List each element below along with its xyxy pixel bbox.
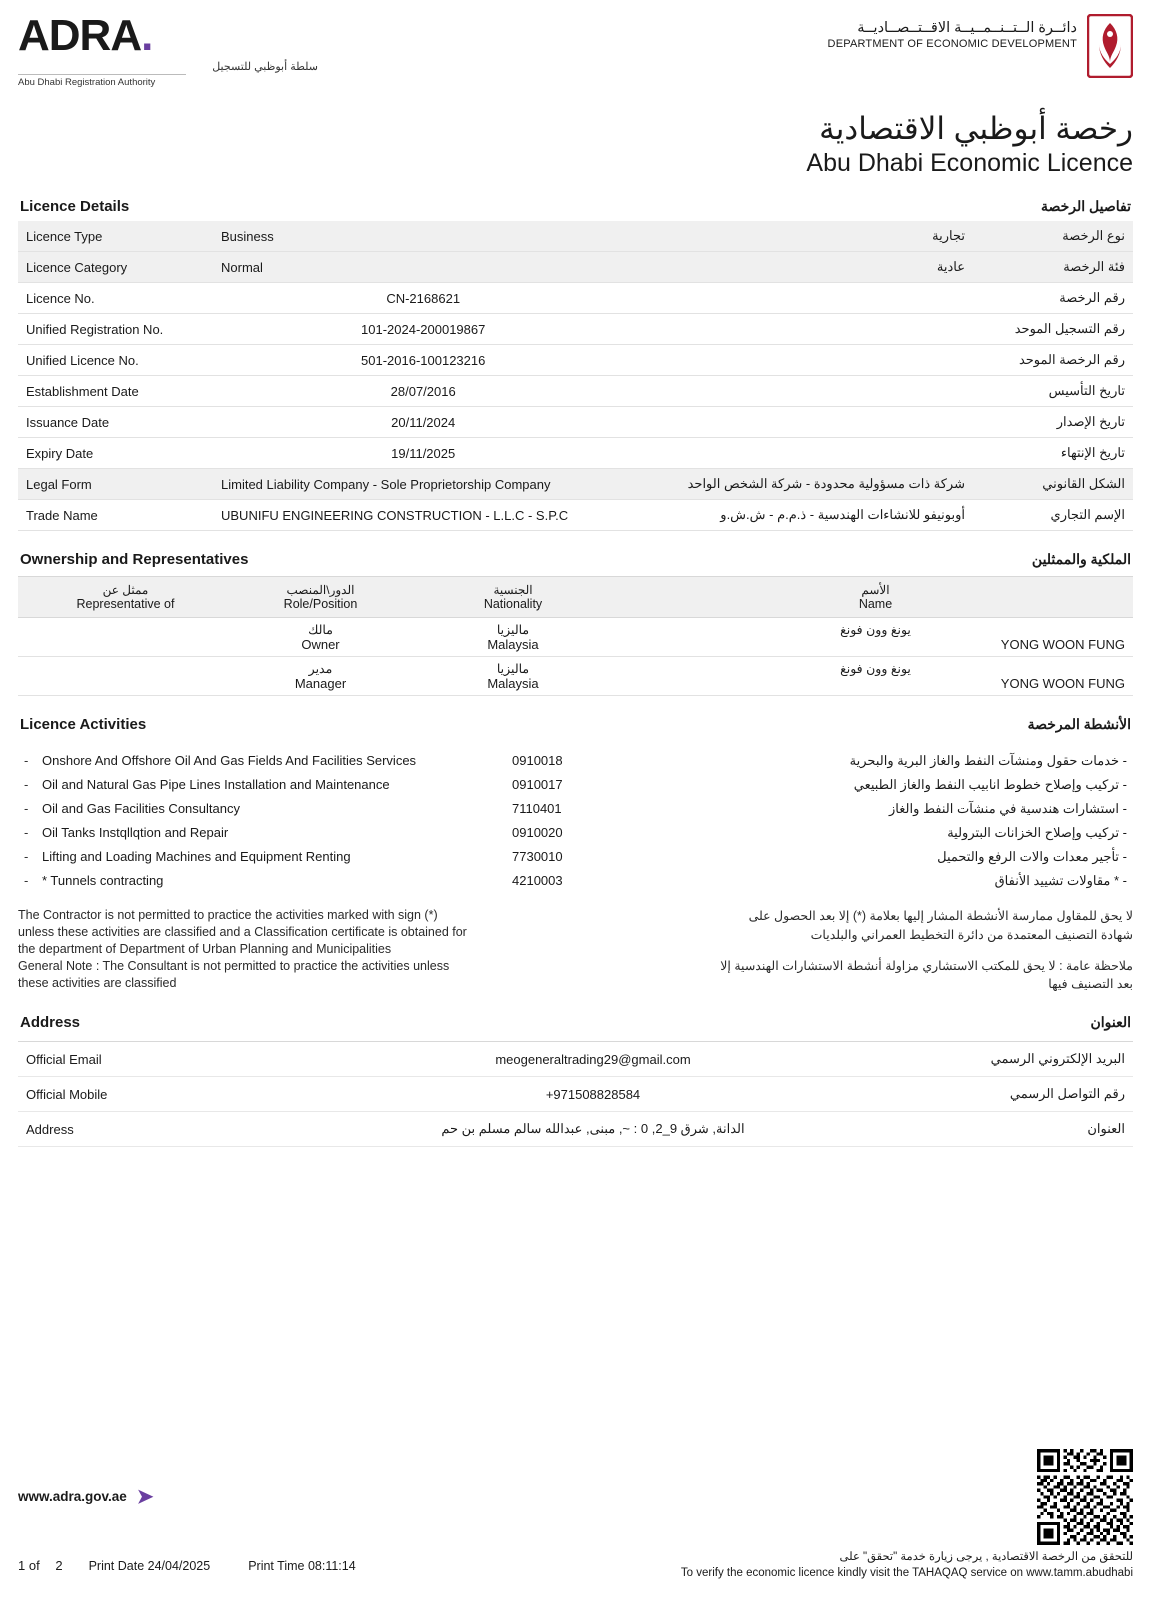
row-label-en: Address (26, 1121, 74, 1137)
column-nationality (408, 577, 618, 618)
cell-value-ar: ماليزيا (496, 623, 530, 638)
bullet-dash: - (24, 849, 29, 865)
row-value-en: 501-2016-100123216 (361, 352, 486, 368)
row-label-ar: البريد الإلكتروني الرسمي (990, 1051, 1125, 1067)
table-row (18, 345, 1133, 376)
cell-representative-of (18, 657, 233, 696)
row-label-en: Issuance Date (26, 414, 110, 430)
qr-code (1037, 1449, 1133, 1545)
adra-logo-english: Abu Dhabi Registration Authority (18, 74, 186, 88)
activity-name-en: Oil and Gas Facilities Consultancy (42, 801, 240, 817)
row-label-en: Expiry Date (26, 445, 94, 461)
cell-value-ar: ماليزيا (496, 662, 530, 677)
activity-name-ar: - تركيب وإصلاح خطوط انابيب النفط والغاز الطبيعي (853, 777, 1127, 793)
row-label-en: Licence Type (18, 221, 213, 252)
table-row (18, 469, 1133, 500)
table-row (18, 283, 1133, 314)
list-item (18, 869, 1133, 893)
cell-name (618, 618, 1133, 657)
ded-text (828, 14, 1077, 50)
row-label-en: Licence No. (26, 290, 95, 306)
table-row (18, 657, 1133, 696)
page-title (18, 110, 1133, 178)
row-label-ar: رقم الرخصة الموحد (1018, 352, 1125, 368)
column-header-ar: ممثل عن (102, 583, 149, 598)
section-activities-title-ar: الأنشطة المرخصة (1027, 716, 1131, 733)
activity-name-en: Lifting and Loading Machines and Equipment Renting (42, 849, 351, 865)
column-header-en: Nationality (483, 597, 543, 612)
cell-nationality (408, 618, 618, 657)
row-label-ar: تاريخ التأسيس (1048, 383, 1125, 399)
row-label-en: Official Mobile (26, 1086, 108, 1102)
row-value-en: Limited Liability Company - Sole Proprietorship Company (213, 469, 633, 500)
column-header-ar: الدور\المنصب (286, 583, 355, 598)
row-value-ar (633, 438, 973, 469)
website-url: www.adra.gov.ae (18, 1489, 127, 1505)
row-label-ar: تاريخ الإصدار (1056, 414, 1125, 430)
ownership-table (18, 576, 1133, 696)
adra-wordmark-text: ADRA (18, 11, 142, 60)
row-value-ar (633, 407, 973, 438)
print-date (89, 1559, 223, 1573)
section-address-title-en: Address (20, 1014, 81, 1032)
row-label-en: Official Email (26, 1051, 102, 1067)
cell-nationality (408, 657, 618, 696)
table-row (18, 1042, 1133, 1077)
abu-dhabi-crest-icon (1087, 14, 1133, 78)
row-label-ar: رقم التسجيل الموحد (1014, 321, 1125, 337)
row-value-ar: تجارية (633, 221, 973, 252)
print-time (248, 1559, 367, 1573)
row-value-ar: شركة ذات مسؤولية محدودة - شركة الشخص الواحد (633, 469, 973, 500)
row-label-en: Unified Registration No. (26, 321, 164, 337)
row-value-ar (633, 345, 973, 376)
row-label-ar: تاريخ الإنتهاء (1060, 445, 1125, 461)
document-footer (18, 1449, 1133, 1582)
row-label-ar: نوع الرخصة (973, 221, 1133, 252)
row-value-en: 20/11/2024 (391, 414, 456, 430)
address-table (18, 1041, 1133, 1147)
activity-code: 7110401 (512, 801, 562, 817)
adra-logo (18, 11, 318, 88)
row-label-en: Unified Licence No. (26, 352, 139, 368)
row-value-en: UBUNIFU ENGINEERING CONSTRUCTION - L.L.C - S.P.C (221, 507, 569, 523)
row-label-ar: الإسم التجاري (1050, 507, 1125, 523)
activity-name-en: Onshore And Offshore Oil And Gas Fields And Facilities Services (42, 753, 417, 769)
section-address-header (18, 1014, 1133, 1037)
print-time-value: 08:11:14 (307, 1558, 356, 1573)
row-label-en: Establishment Date (26, 383, 139, 399)
adra-logo-arabic: سلطة أبوظبي للتسجيل (212, 61, 318, 73)
row-value-ar: عادية (633, 252, 973, 283)
row-value-ar (633, 314, 973, 345)
cell-name (618, 657, 1133, 696)
column-header-ar: الجنسية (493, 583, 533, 598)
bullet-dash: - (24, 873, 29, 889)
row-label-ar: الشكل القانوني (973, 469, 1133, 500)
notes-block (18, 907, 1133, 994)
bullet-dash: - (24, 753, 29, 769)
column-header-en: Role/Position (283, 597, 358, 612)
column-header-en: Representative of (76, 597, 175, 612)
cell-value-ar: مالك (308, 623, 333, 638)
arrow-right-icon: ➤ (136, 1485, 154, 1508)
document-header (18, 0, 1133, 88)
row-value-en: Business (213, 221, 633, 252)
activity-code: 0910017 (512, 777, 563, 793)
column-name (618, 577, 1133, 618)
print-date-label: Print Date (88, 1558, 145, 1573)
print-date-value: 24/04/2025 (147, 1558, 211, 1573)
row-value-ar (633, 376, 973, 407)
activity-name-ar: - خدمات حقول ومنشآت النفط والغاز البرية والبحرية (849, 753, 1127, 769)
table-row (18, 314, 1133, 345)
section-ownership-title-ar: الملكية والممثلين (1031, 551, 1131, 568)
activity-code: 4210003 (512, 873, 563, 889)
row-value-en: 28/07/2016 (390, 383, 456, 399)
activity-name-ar: - تأجير معدات والات الرفع والتحميل (937, 849, 1127, 865)
adra-dot-icon: . (141, 11, 153, 60)
activity-name-ar: - استشارات هندسية في منشآت النفط والغاز (888, 801, 1127, 817)
column-role-position (233, 577, 408, 618)
activity-code: 0910018 (512, 753, 563, 769)
row-label-en: Licence Category (18, 252, 213, 283)
row-value: meogeneraltrading29@gmail.com (495, 1051, 691, 1067)
verify-note-en: To verify the economic licence kindly visit the TAHAQAQ service on www.tamm.abudhabi (680, 1567, 1133, 1580)
table-row (18, 1077, 1133, 1112)
list-item (18, 773, 1133, 797)
list-item (18, 797, 1133, 821)
cell-value-en: Malaysia (487, 676, 539, 692)
verify-note (681, 1549, 1133, 1582)
activity-code: 0910020 (512, 825, 563, 841)
list-item (18, 845, 1133, 869)
section-activities-header (18, 716, 1133, 739)
cell-value-ar: مدير (308, 662, 333, 677)
table-row (18, 407, 1133, 438)
row-label-ar: رقم التواصل الرسمي (1009, 1086, 1125, 1102)
activity-name-en: Oil Tanks Instqllqtion and Repair (42, 825, 229, 841)
activity-name-en: * Tunnels contracting (42, 873, 164, 889)
table-row (18, 376, 1133, 407)
activity-name-ar: - تركيب وإصلاح الخزانات البترولية (947, 825, 1127, 841)
cell-value-en: YONG WOON FUNG (1000, 637, 1125, 653)
row-label-ar: فئة الرخصة (973, 252, 1133, 283)
row-value: +971508828584 (545, 1086, 641, 1102)
table-row (18, 1112, 1133, 1147)
page-number (18, 1558, 63, 1573)
activity-name-ar: - * مقاولات تشييد الأنفاق (994, 873, 1127, 889)
section-licence-details-title-ar: تفاصيل الرخصة (1040, 198, 1131, 215)
table-row (18, 500, 1133, 531)
row-value-en: 19/11/2025 (391, 445, 456, 461)
list-item (18, 821, 1133, 845)
row-value-en: CN-2168621 (386, 290, 461, 306)
page-title-arabic: رخصة أبوظبي الاقتصادية (819, 111, 1133, 146)
print-info (18, 1558, 368, 1573)
adra-wordmark (18, 11, 318, 60)
verify-note-ar: للتحقق من الرخصة الاقتصادية , يرجى زيارة خدمة "تحقق" على (839, 1550, 1133, 1563)
section-ownership-header (18, 551, 1133, 574)
activities-table (18, 749, 1133, 893)
print-time-label: Print Time (248, 1558, 305, 1573)
row-value-ar: أوبونيفو للانشاءات الهندسية - ذ.م.م - ش.ش.و (720, 507, 965, 523)
cell-value-en: YONG WOON FUNG (1000, 676, 1125, 692)
row-value-ar (633, 283, 973, 314)
section-activities-title-en: Licence Activities (20, 716, 147, 734)
row-value-en: Normal (213, 252, 633, 283)
ded-arabic: دائــرة الــتــنــمــيــة الاقــتــصــاديــة (857, 20, 1077, 36)
row-value-en: 101-2024-200019867 (361, 321, 486, 337)
section-licence-details-title-en: Licence Details (20, 198, 130, 216)
row-value: الدانة, شرق 9_2, 0 : ~, مبنى, عبدالله سالم مسلم بن حم (441, 1121, 745, 1137)
activity-name-en: Oil and Natural Gas Pipe Lines Installation and Maintenance (42, 777, 390, 793)
cell-representative-of (18, 618, 233, 657)
licence-details-table (18, 221, 1133, 531)
table-row (18, 438, 1133, 469)
cell-value-en: Owner (301, 637, 340, 653)
column-header-en: Name (858, 597, 893, 612)
cell-value-en: Manager (294, 676, 347, 692)
page-of-label: of (28, 1557, 40, 1573)
cell-role (233, 657, 408, 696)
section-licence-details-header (18, 198, 1133, 221)
page-title-english: Abu Dhabi Economic Licence (806, 149, 1133, 178)
section-address-title-ar: العنوان (1090, 1014, 1131, 1031)
ded-logo (828, 14, 1133, 78)
table-row (18, 252, 1133, 283)
table-row (18, 618, 1133, 657)
page-current: 1 (18, 1557, 26, 1573)
cell-value-en: Malaysia (487, 637, 539, 653)
contractor-note-ar: لا يحق للمقاول ممارسة الأنشطة المشار إليها بعلامة (*) إلا بعد الحصول على شهادة التصنيف المعتمدة من دائرة التخطيط العمراني والبلديات (748, 909, 1133, 942)
list-item (18, 749, 1133, 773)
bullet-dash: - (24, 801, 29, 817)
contractor-note-en: The Contractor is not permitted to practice the activities marked with sign (*) unless these activities are classified and a Classification certificate is obtained for the department of Department of Urban Planning and Municipalities (18, 908, 467, 956)
ded-english: DEPARTMENT OF ECONOMIC DEVELOPMENT (827, 38, 1077, 50)
row-label-ar: رقم الرخصة (1059, 290, 1125, 306)
column-representative-of (18, 577, 233, 618)
general-note-ar: ملاحظة عامة : لا يحق للمكتب الاستشاري مزاولة أنشطة الاستشارات الهندسية إلا بعد التصنيف فيها (720, 958, 1133, 992)
section-ownership-title-en: Ownership and Representatives (20, 551, 249, 569)
cell-value-ar: يونغ وون فونغ (840, 662, 911, 677)
bullet-dash: - (24, 825, 29, 841)
website-link[interactable] (18, 1487, 154, 1507)
row-label-en: Legal Form (18, 469, 213, 500)
table-row (18, 221, 1133, 252)
cell-value-ar: يونغ وون فونغ (840, 623, 911, 638)
general-note-en: General Note : The Consultant is not permitted to practice the activities unless these activities are classified (18, 958, 450, 990)
cell-role (233, 618, 408, 657)
bullet-dash: - (24, 777, 29, 793)
row-label-en: Trade Name (26, 507, 98, 523)
activity-code: 7730010 (512, 849, 563, 865)
row-label-ar: العنوان (1087, 1121, 1125, 1137)
column-header-ar: الأسم (861, 583, 890, 598)
table-header-row (18, 577, 1133, 618)
page-total: 2 (55, 1557, 63, 1573)
